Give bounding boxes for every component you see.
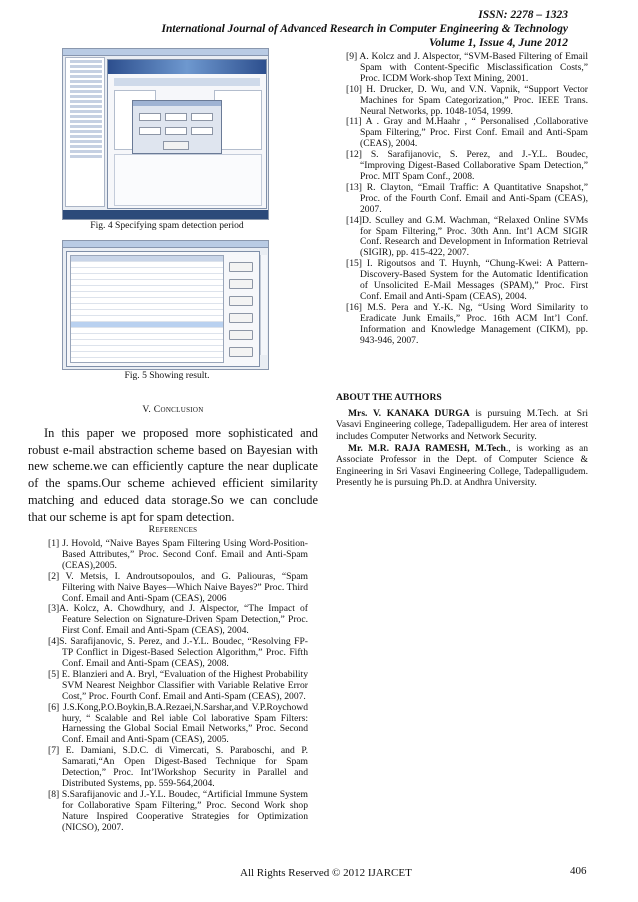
reference-item: [4]S. Sarafijanovic, S. Perez, and J.-Y.L. Boudec, “Resolving FP-TP Conflict in Digest-Based Selection Algorithm,” Proc. Fifth Conf. Email and Anti-Spam (CEAS), 2008. xyxy=(48,636,308,669)
figure-4-caption: Fig. 4 Specifying spam detection period xyxy=(90,220,244,231)
about-authors-heading: ABOUT THE AUTHORS xyxy=(336,392,442,403)
author-bio-2 xyxy=(336,443,588,489)
author-name-1: Mrs. V. KANAKA DURGA xyxy=(348,408,470,419)
reference-item: [14]D. Sculley and G.M. Wachman, “Relaxed Online SVMs for Spam Filtering,” Proc. 30th Ann. Int’l ACM SIGIR Conf. Research and Development in Information Retrieval (SIGIR), pp. 415-422, 2007. xyxy=(346,214,588,259)
reference-item: [16] M.S. Pera and Y.-K. Ng, “Using Word Similarity to Eradicate Junk Emails,” Proc. 16th ACM Int’l Conf. Information and Knowledge Management (CIKM), pp. 943-946, 2007. xyxy=(346,301,588,346)
volume-issue: Volume 1, Issue 4, June 2012 xyxy=(429,37,568,49)
reference-item: [6] J.S.Kong,P.O.Boykin,B.A.Rezaei,N.Sarshar,and V.P.Roychowd hury, “ Scalable and Rel iable Col laborative Spam Filters: Harnessing the Global Social Email Networks,” Proc. Second Conf. Email and Anti-Spam (CEAS), 2005. xyxy=(48,701,308,746)
figure-5-caption: Fig. 5 Showing result. xyxy=(124,370,210,381)
issn: ISSN: 2278 – 1323 xyxy=(478,9,568,21)
references-right xyxy=(346,52,588,346)
references-heading: References xyxy=(148,524,198,535)
references-left xyxy=(48,539,308,833)
reference-item: [13] R. Clayton, “Email Traffic: A Quantitative Snapshot,” Proc. of the Fourth Conf. Email and Anti-Spam (CEAS), 2007. xyxy=(346,181,588,215)
reference-item: [12] S. Sarafijanovic, S. Perez, and J.-Y.L. Boudec, “Improving Digest-Based Collaborative Spam Detection,” Proc. MIT Spam Conf., 2008. xyxy=(346,149,588,182)
reference-item: [5] E. Blanzieri and A. Bryl, “Evaluation of the Highest Probability SVM Nearest Neighbor Classifier with Variable Relative Error Cost,” Proc. Fourth Conf. Email and Anti-Spam (CEAS), 2007. xyxy=(48,668,308,702)
author-text-2: ., is working as an Associate Professor in the Dept. of Computer Science & Engineering in Sri Vasavi Engineering College, Tadepalligudem. Presently he is pursuing Ph.D. at Andhra University. xyxy=(336,443,588,489)
section-title: Conclusion xyxy=(153,404,204,415)
page-number: 406 xyxy=(570,865,587,877)
section-number: V. xyxy=(142,404,154,415)
author-bio-1 xyxy=(336,408,588,442)
reference-item: [2] V. Metsis, I. Androutsopoulos, and G. Paliouras, “Spam Filtering with Naive Bayes—Which Naive Bayes?” Proc. Third Conf. Email and Anti-Spam (CEAS), 2006 xyxy=(48,570,308,604)
footer-rights: All Rights Reserved © 2012 IJARCET xyxy=(240,867,412,879)
author-name-2: Mr. M.R. RAJA RAMESH, M.Tech xyxy=(348,443,506,454)
reference-item: [8] S.Sarafijanovic and J.-Y.L. Boudec, “Artificial Immune System for Collaborative Spam Filtering,” Proc. Second Work shop Nature Inspired Cooperative Strategies for Optimization (NICSO), 2007. xyxy=(48,788,308,833)
reference-item: [7] E. Damiani, S.D.C. di Vimercati, S. Paraboschi, and P. Samarati,“An Open Digest-Based Technique for Spam Detection,” Proc. Int’lWorkshop Security in Parallel and Distributed Systems, pp. 559-564,2004. xyxy=(48,745,308,789)
conclusion-heading xyxy=(28,404,318,415)
figure-4-screenshot xyxy=(62,48,269,220)
author-text-1: is pursuing M.Tech. at Sri Vasavi Engineering college, Tadepalligudem. Her area of interest includes Computer Networks and Network Security. xyxy=(336,408,589,442)
reference-item: [9] A. Kolcz and J. Alspector, “SVM-Based Filtering of Email Spam with Content-Specific Misclassification Costs,” Proc. ICDM Work-shop Text Mining, 2001. xyxy=(346,51,588,84)
reference-item: [15] I. Rigoutsos and T. Huynh, “Chung-Kwei: A Pattern-Discovery-Based System for the Automatic Identification of Unsolicited E-Mail Messages (SPAM),” Proc. First Conf. Email and Anti-Spam (CEAS), 2004. xyxy=(346,258,588,302)
reference-item: [10] H. Drucker, D. Wu, and V.N. Vapnik, “Support Vector Machines for Spam Categorization,” Proc. IEEE Trans. Neural Networks, pp. 1048-1054, 1999. xyxy=(346,83,588,117)
conclusion-text: In this paper we proposed more sophisticated and robust e-mail abstraction scheme based on Bayesian with new scheme.we can efficiently capture the near duplicate of the spams.Our scheme achieved efficient similarity matching and educed data storage.So we can conclude that our scheme is apt for spam detection. xyxy=(28,426,318,524)
journal-title: International Journal of Advanced Research in Computer Engineering & Technology xyxy=(161,23,568,35)
figure-5-screenshot xyxy=(62,240,269,370)
reference-item: [11] A . Gray and M.Haahr , “ Personalised ,Collaborative Spam Filtering,” Proc. First Conf. Email and Anti-Spam (CEAS), 2004. xyxy=(346,116,588,150)
reference-item: [1] J. Hovold, “Naive Bayes Spam Filtering Using Word-Position-Based Attributes,” Proc. Second Conf. Email and Anti-Spam (CEAS),2005. xyxy=(48,538,308,571)
reference-item: [3]A. Kolcz, A. Chowdhury, and J. Alspector, “The Impact of Feature Selection on Signature-Driven Spam Detection,” Proc. First Conf. Email and Anti-Spam (CEAS), 2004. xyxy=(48,603,308,637)
